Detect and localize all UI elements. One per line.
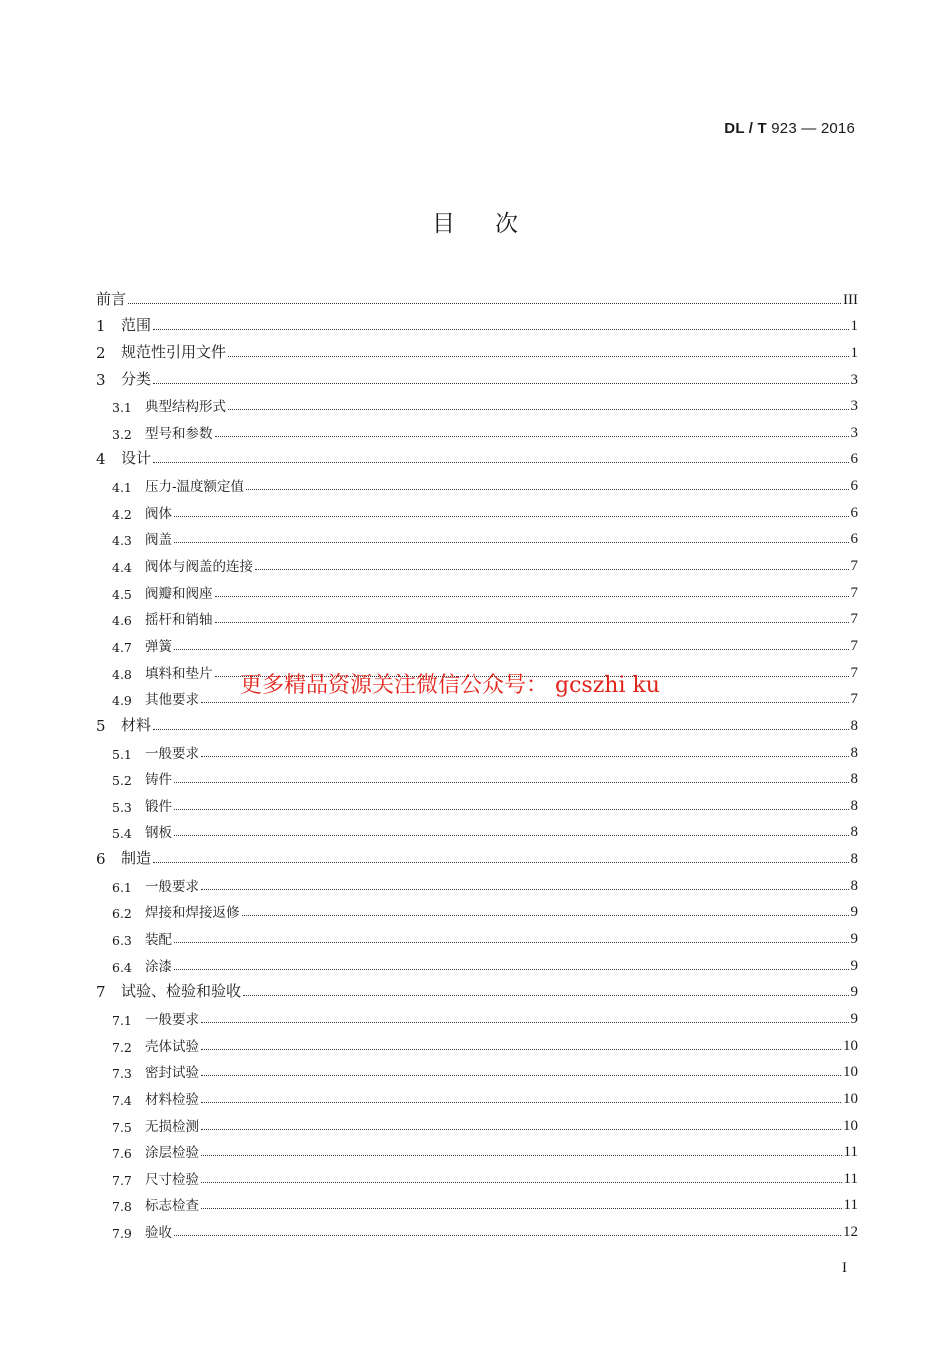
toc-entry-page: 9 bbox=[850, 984, 858, 1001]
toc-entry-label: 分类 bbox=[121, 369, 152, 388]
toc-entry[interactable] bbox=[96, 1214, 858, 1241]
toc-entry[interactable] bbox=[96, 1055, 858, 1082]
toc-entry-label: 设计 bbox=[121, 449, 152, 468]
toc-entry-number: 4.4 bbox=[112, 560, 132, 576]
toc-dot-leader bbox=[128, 303, 841, 304]
toc-entry-label: 型号和参数 bbox=[145, 425, 213, 442]
toc-entry-page: 11 bbox=[843, 1144, 858, 1161]
toc-dot-leader bbox=[153, 329, 848, 330]
toc-entry[interactable] bbox=[96, 415, 858, 442]
toc-entry-number: 5 bbox=[96, 716, 106, 735]
toc-entry[interactable] bbox=[96, 975, 858, 1002]
toc-entry-label: 装配 bbox=[145, 932, 172, 949]
toc-entry-number: 4.9 bbox=[112, 693, 132, 709]
page-title: 目次 bbox=[432, 211, 558, 237]
toc-entry-page: 8 bbox=[850, 824, 858, 841]
toc-entry-page: 6 bbox=[850, 451, 858, 468]
toc-entry-number: 6.2 bbox=[112, 906, 132, 922]
toc-entry[interactable] bbox=[96, 602, 858, 629]
toc-entry-page: 9 bbox=[850, 957, 858, 974]
toc-dot-leader bbox=[243, 995, 848, 996]
toc-entry-number: 4.7 bbox=[112, 639, 132, 655]
toc-entry-label: 壳体试验 bbox=[145, 1038, 199, 1055]
toc-entry-number: 4.1 bbox=[112, 480, 132, 496]
toc-entry-number: 7.5 bbox=[112, 1119, 132, 1135]
toc-entry-label: 材料 bbox=[121, 715, 152, 734]
toc-dot-leader bbox=[174, 649, 849, 650]
toc-entry[interactable] bbox=[96, 708, 858, 735]
toc-entry-number: 7.1 bbox=[112, 1012, 132, 1028]
toc-entry-label: 弹簧 bbox=[145, 638, 172, 655]
toc-entry-number: 7.7 bbox=[112, 1172, 132, 1188]
toc-entry-number: 4.8 bbox=[112, 666, 132, 682]
toc-entry[interactable] bbox=[96, 575, 858, 602]
toc-entry[interactable] bbox=[96, 948, 858, 975]
toc-entry-page: 11 bbox=[843, 1170, 858, 1187]
watermark-text: 更多精品资源关注微信公众号： gcszhi ku bbox=[240, 673, 660, 698]
toc-entry-label: 摇杆和销轴 bbox=[145, 612, 213, 629]
toc-entry[interactable] bbox=[96, 1135, 858, 1162]
toc-entry-number: 1 bbox=[96, 317, 106, 336]
toc-entry-label: 材料检验 bbox=[145, 1091, 199, 1108]
toc-dot-leader bbox=[242, 915, 849, 916]
toc-entry-page: 11 bbox=[843, 1197, 858, 1214]
toc-entry-number: 7.9 bbox=[112, 1226, 132, 1242]
toc-dot-leader bbox=[228, 356, 848, 357]
toc-entry[interactable] bbox=[96, 868, 858, 895]
toc-dot-leader bbox=[201, 1049, 841, 1050]
toc-dot-leader bbox=[174, 516, 849, 517]
toc-entry-label: 焊接和焊接返修 bbox=[145, 905, 240, 922]
toc-entry[interactable] bbox=[96, 628, 858, 655]
toc-entry-page: 7 bbox=[850, 664, 858, 681]
page-number: I bbox=[842, 1260, 847, 1276]
toc-entry[interactable] bbox=[96, 895, 858, 922]
toc-entry[interactable] bbox=[96, 309, 858, 336]
document-code-number: 923 — 2016 bbox=[766, 120, 855, 137]
toc-entry-label: 阀体与阀盖的连接 bbox=[145, 559, 253, 576]
toc-entry-label: 阀体 bbox=[145, 505, 172, 522]
toc-dot-leader bbox=[201, 889, 849, 890]
toc-entry-page: 7 bbox=[850, 558, 858, 575]
toc-entry[interactable] bbox=[96, 495, 858, 522]
toc-entry-label: 涂层检验 bbox=[145, 1145, 199, 1162]
toc-entry[interactable] bbox=[96, 389, 858, 416]
toc-entry-number: 4.6 bbox=[112, 613, 132, 629]
toc-entry-page: 9 bbox=[850, 1010, 858, 1027]
toc-entry[interactable] bbox=[96, 335, 858, 362]
toc-dot-leader bbox=[201, 1075, 841, 1076]
toc-entry-number: 7.4 bbox=[112, 1092, 132, 1108]
toc-entry-page: 6 bbox=[850, 478, 858, 495]
toc-dot-leader bbox=[153, 862, 848, 863]
toc-dot-leader bbox=[246, 489, 848, 490]
toc-entry-page: 3 bbox=[850, 398, 858, 415]
toc-entry[interactable] bbox=[96, 921, 858, 948]
toc-dot-leader bbox=[201, 1155, 842, 1156]
toc-entry-number: 4 bbox=[96, 450, 106, 469]
toc-entry-page: 10 bbox=[843, 1064, 858, 1081]
toc-entry-page: 8 bbox=[850, 744, 858, 761]
toc-entry[interactable] bbox=[96, 788, 858, 815]
toc-entry-label: 填料和垫片 bbox=[145, 665, 213, 682]
toc-entry-page: 1 bbox=[850, 344, 858, 361]
toc-entry-page: 7 bbox=[850, 637, 858, 654]
toc-dot-leader bbox=[174, 809, 849, 810]
toc-entry-label: 阀瓣和阀座 bbox=[145, 585, 213, 602]
toc-entry-number: 5.1 bbox=[112, 746, 132, 762]
toc-dot-leader bbox=[174, 782, 849, 783]
toc-entry[interactable] bbox=[96, 1001, 858, 1028]
toc-entry-label: 压力-温度额定值 bbox=[145, 479, 245, 496]
toc-entry[interactable] bbox=[96, 815, 858, 842]
toc-dot-leader bbox=[201, 702, 849, 703]
toc-entry-number: 7.6 bbox=[112, 1146, 132, 1162]
toc-entry[interactable] bbox=[96, 548, 858, 575]
toc-entry-page: 3 bbox=[850, 424, 858, 441]
toc-dot-leader bbox=[174, 942, 849, 943]
toc-entry-page: 8 bbox=[850, 717, 858, 734]
toc-entry-page: 10 bbox=[843, 1090, 858, 1107]
toc-entry-number: 3.2 bbox=[112, 426, 132, 442]
toc-entry-number: 7.8 bbox=[112, 1199, 132, 1215]
toc-entry[interactable] bbox=[96, 1188, 858, 1215]
toc-entry-number: 6.1 bbox=[112, 879, 132, 895]
toc-entry[interactable] bbox=[96, 282, 858, 309]
toc-entry-label: 标志检查 bbox=[145, 1198, 199, 1215]
toc-entry-number: 2 bbox=[96, 343, 106, 362]
toc-dot-leader bbox=[174, 835, 849, 836]
toc-entry-page: 7 bbox=[850, 584, 858, 601]
toc-entry-label: 锻件 bbox=[145, 798, 172, 815]
toc-entry-label: 涂漆 bbox=[145, 958, 172, 975]
toc-entry-number: 7.2 bbox=[112, 1039, 132, 1055]
toc-entry-number: 5.3 bbox=[112, 799, 132, 815]
toc-entry-label: 一般要求 bbox=[145, 878, 199, 895]
toc-entry-label: 一般要求 bbox=[145, 1011, 199, 1028]
toc-entry-page: 6 bbox=[850, 504, 858, 521]
toc-dot-leader bbox=[153, 462, 848, 463]
toc-dot-leader bbox=[215, 596, 849, 597]
toc-entry-page: 8 bbox=[850, 771, 858, 788]
toc-entry-number: 5.4 bbox=[112, 826, 132, 842]
toc-entry-label: 制造 bbox=[121, 849, 152, 868]
toc-entry-label: 其他要求 bbox=[145, 692, 199, 709]
toc-entry-number: 6.4 bbox=[112, 959, 132, 975]
toc-entry[interactable] bbox=[96, 1028, 858, 1055]
toc-dot-leader bbox=[228, 409, 849, 410]
toc-entry-label: 一般要求 bbox=[145, 745, 199, 762]
toc-entry-number: 3.1 bbox=[112, 400, 132, 416]
toc-entry[interactable] bbox=[96, 1161, 858, 1188]
toc-entry-page: 1 bbox=[850, 318, 858, 335]
toc-entry-label: 尺寸检验 bbox=[145, 1171, 199, 1188]
toc-entry-page: 12 bbox=[843, 1224, 858, 1241]
toc-entry-page: 3 bbox=[850, 371, 858, 388]
toc-entry-page: 9 bbox=[850, 931, 858, 948]
toc-entry-page: 10 bbox=[843, 1117, 858, 1134]
toc-dot-leader bbox=[201, 1022, 849, 1023]
toc-entry[interactable] bbox=[96, 735, 858, 762]
toc-entry-number: 3 bbox=[96, 370, 106, 389]
toc-dot-leader bbox=[174, 542, 849, 543]
toc-entry-label: 试验、检验和验收 bbox=[121, 982, 242, 1001]
toc-entry-number: 6 bbox=[96, 850, 106, 869]
toc-entry-label: 密封试验 bbox=[145, 1065, 199, 1082]
toc-entry-page: 7 bbox=[850, 691, 858, 708]
toc-entry[interactable] bbox=[96, 442, 858, 469]
toc-entry-page: 7 bbox=[850, 611, 858, 628]
toc-dot-leader bbox=[174, 1235, 841, 1236]
toc-entry[interactable] bbox=[96, 841, 858, 868]
document-code-prefix: DL / T bbox=[724, 120, 767, 137]
toc-entry-label: 铸件 bbox=[145, 772, 172, 789]
toc-dot-leader bbox=[215, 436, 849, 437]
toc-entry[interactable] bbox=[96, 1081, 858, 1108]
toc-entry-label: 前言 bbox=[96, 289, 127, 308]
toc-dot-leader bbox=[153, 729, 848, 730]
toc-entry-page: 8 bbox=[850, 851, 858, 868]
toc-entry-label: 典型结构形式 bbox=[145, 399, 226, 416]
toc-entry[interactable] bbox=[96, 522, 858, 549]
toc-dot-leader bbox=[201, 1208, 842, 1209]
toc-entry[interactable] bbox=[96, 362, 858, 389]
toc-dot-leader bbox=[201, 756, 849, 757]
toc-entry-label: 规范性引用文件 bbox=[121, 342, 227, 361]
toc-entry-page: 8 bbox=[850, 797, 858, 814]
toc-dot-leader bbox=[201, 1182, 842, 1183]
toc-entry-number: 6.3 bbox=[112, 933, 132, 949]
toc-entry[interactable] bbox=[96, 1108, 858, 1135]
toc-dot-leader bbox=[201, 1129, 841, 1130]
toc-entry-page: 8 bbox=[850, 877, 858, 894]
toc-entry-number: 4.5 bbox=[112, 586, 132, 602]
toc-dot-leader bbox=[174, 969, 849, 970]
document-code bbox=[724, 120, 855, 137]
toc-entry-number: 4.3 bbox=[112, 533, 132, 549]
toc-entry[interactable] bbox=[96, 762, 858, 789]
toc-dot-leader bbox=[215, 622, 849, 623]
toc-dot-leader bbox=[153, 383, 848, 384]
toc-entry-number: 7.3 bbox=[112, 1066, 132, 1082]
toc-entry-label: 无损检测 bbox=[145, 1118, 199, 1135]
toc-dot-leader bbox=[201, 1102, 841, 1103]
toc-entry[interactable] bbox=[96, 468, 858, 495]
toc-entry-number: 4.2 bbox=[112, 506, 132, 522]
toc-entry-page: III bbox=[843, 291, 858, 308]
toc-entry-label: 验收 bbox=[145, 1225, 172, 1242]
toc-entry-page: 10 bbox=[843, 1037, 858, 1054]
toc-entry-page: 6 bbox=[850, 531, 858, 548]
toc-entry-number: 5.2 bbox=[112, 773, 132, 789]
toc-entry-label: 钢板 bbox=[145, 825, 172, 842]
toc-entry-page: 9 bbox=[850, 904, 858, 921]
toc-entry-number: 7 bbox=[96, 983, 106, 1002]
table-of-contents bbox=[96, 282, 858, 1241]
toc-entry-label: 阀盖 bbox=[145, 532, 172, 549]
toc-dot-leader bbox=[255, 569, 849, 570]
toc-entry-label: 范围 bbox=[121, 316, 152, 335]
